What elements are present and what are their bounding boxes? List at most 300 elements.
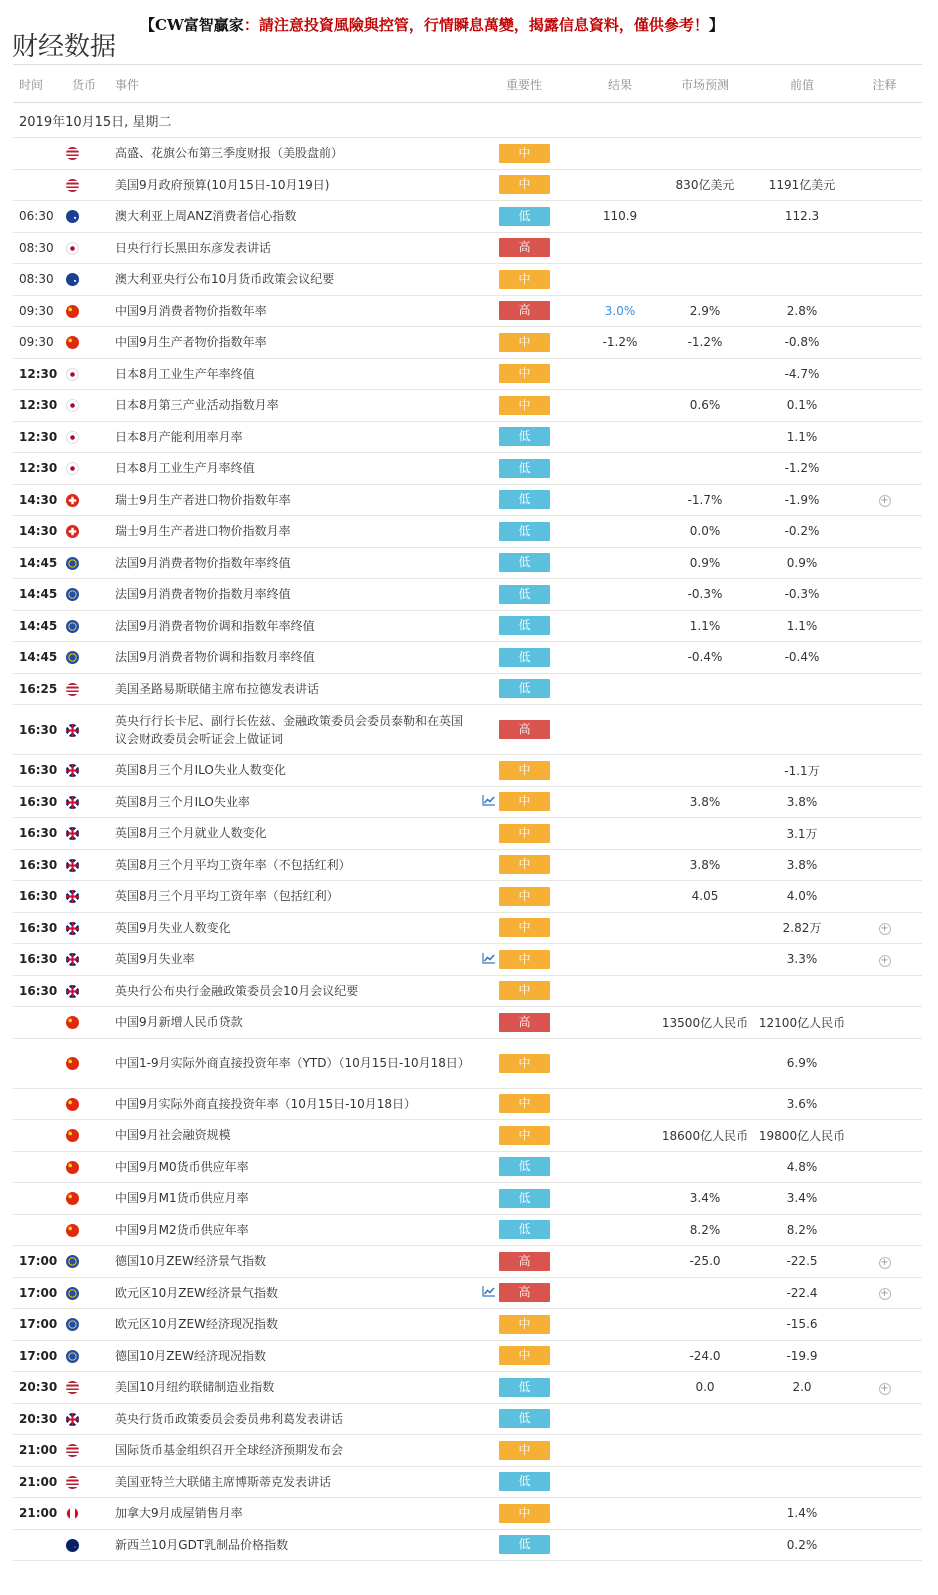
table-row[interactable]: [13, 1277, 922, 1309]
currency-flag-cell: [65, 1214, 115, 1246]
currency-flag-cell: [65, 1277, 115, 1309]
previous-value: -19.9: [757, 1340, 847, 1372]
currency-flag-cell: [65, 1120, 115, 1152]
actual-value: [587, 138, 653, 170]
chart-icon[interactable]: [482, 794, 496, 806]
actual-value: [587, 1088, 653, 1120]
forecast-value: [653, 944, 757, 976]
importance-cell: [505, 1214, 587, 1246]
event-name: 瑞士9月生产者进口物价指数年率: [115, 484, 473, 516]
importance-badge: 高: [499, 720, 550, 739]
importance-badge: 中: [499, 1094, 550, 1113]
importance-cell: [505, 1435, 587, 1467]
event-time: [13, 169, 65, 201]
previous-value: -22.5: [757, 1246, 847, 1278]
actual-value: [587, 1309, 653, 1341]
importance-cell: [505, 755, 587, 787]
table-row[interactable]: [13, 264, 922, 296]
jp-flag-icon: [66, 368, 79, 381]
actual-value: [587, 264, 653, 296]
actual-value: [587, 1007, 653, 1039]
importance-cell: [505, 1088, 587, 1120]
previous-value: 3.8%: [757, 786, 847, 818]
event-time: 17:00: [13, 1309, 65, 1341]
previous-value: 4.0%: [757, 881, 847, 913]
note-cell: [847, 755, 922, 787]
previous-value: -1.9%: [757, 484, 847, 516]
table-row[interactable]: [13, 786, 922, 818]
table-row[interactable]: [13, 975, 922, 1007]
event-time: [13, 1007, 65, 1039]
currency-flag-cell: [65, 1183, 115, 1215]
table-row[interactable]: [13, 1340, 922, 1372]
currency-flag-cell: [65, 1498, 115, 1530]
table-row[interactable]: [13, 1038, 922, 1088]
table-row[interactable]: [13, 138, 922, 170]
previous-value: -0.2%: [757, 516, 847, 548]
importance-cell: [505, 673, 587, 705]
note-cell: [847, 484, 922, 516]
event-name: 英国9月失业率: [115, 944, 473, 976]
event-name: 中国9月新增人民币贷款: [115, 1007, 473, 1039]
previous-value: 112.3: [757, 201, 847, 233]
event-time: 16:30: [13, 975, 65, 1007]
chart-icon[interactable]: [482, 1285, 496, 1297]
importance-badge: 中: [499, 396, 550, 415]
table-row[interactable]: [13, 673, 922, 705]
table-row[interactable]: [13, 1529, 922, 1561]
previous-value: 1.4%: [757, 1498, 847, 1530]
forecast-value: 2.9%: [653, 295, 757, 327]
forecast-value: 1.1%: [653, 610, 757, 642]
event-time: [13, 1214, 65, 1246]
currency-flag-cell: [65, 610, 115, 642]
importance-cell: [505, 1340, 587, 1372]
expand-note-icon[interactable]: +: [880, 1288, 889, 1300]
previous-value: 3.1万: [757, 818, 847, 850]
event-name: 高盛、花旗公布第三季度财报（美股盘前）: [115, 138, 473, 170]
table-row[interactable]: [13, 547, 922, 579]
note-cell: [847, 1435, 922, 1467]
event-time: 21:00: [13, 1498, 65, 1530]
previous-value: [757, 673, 847, 705]
actual-value: [587, 1529, 653, 1561]
table-row[interactable]: [13, 358, 922, 390]
forecast-value: [653, 1466, 757, 1498]
col-header-importance: 重要性: [505, 66, 587, 103]
table-row[interactable]: [13, 849, 922, 881]
event-name: 英国9月失业人数变化: [115, 912, 473, 944]
table-row[interactable]: [13, 390, 922, 422]
event-time: 21:00: [13, 1435, 65, 1467]
forecast-value: 4.05: [653, 881, 757, 913]
table-row[interactable]: [13, 1007, 922, 1039]
importance-cell: [505, 1403, 587, 1435]
event-name: 加拿大9月成屋销售月率: [115, 1498, 473, 1530]
previous-value: 1.1%: [757, 610, 847, 642]
event-name: 国际货币基金组织召开全球经济预期发布会: [115, 1435, 473, 1467]
importance-badge: 高: [499, 1283, 550, 1302]
eu-flag-icon: [66, 557, 79, 570]
currency-flag-cell: [65, 453, 115, 485]
event-name: 英央行行长卡尼、副行长佐兹、金融政策委员会委员泰勒和在英国议会财政委员会听证会上做证词: [115, 705, 473, 755]
us-flag-icon: [66, 1476, 79, 1489]
previous-value: -1.1万: [757, 755, 847, 787]
cn-flag-icon: [66, 336, 79, 349]
event-name: 美国亚特兰大联储主席博斯蒂克发表讲话: [115, 1466, 473, 1498]
previous-value: -22.4: [757, 1277, 847, 1309]
event-name: 法国9月消费者物价指数年率终值: [115, 547, 473, 579]
previous-value: 3.6%: [757, 1088, 847, 1120]
event-name: 日本8月产能利用率月率: [115, 421, 473, 453]
currency-flag-cell: [65, 390, 115, 422]
table-row[interactable]: [13, 912, 922, 944]
note-cell: [847, 1372, 922, 1404]
note-cell: [847, 849, 922, 881]
uk-flag-icon: [66, 985, 79, 998]
importance-cell: [505, 1277, 587, 1309]
previous-value: -4.7%: [757, 358, 847, 390]
table-row[interactable]: [13, 169, 922, 201]
forecast-value: [653, 1151, 757, 1183]
table-row[interactable]: [13, 1088, 922, 1120]
event-time: 14:45: [13, 610, 65, 642]
au-flag-icon: [66, 210, 79, 223]
previous-value: 6.9%: [757, 1038, 847, 1088]
event-time: 12:30: [13, 453, 65, 485]
event-time: 16:30: [13, 849, 65, 881]
jp-flag-icon: [66, 462, 79, 475]
currency-flag-cell: [65, 1466, 115, 1498]
uk-flag-icon: [66, 764, 79, 777]
forecast-value: [653, 201, 757, 233]
note-cell: [847, 421, 922, 453]
disclaimer-brand: CW富智贏家: [155, 16, 244, 34]
table-row[interactable]: [13, 1403, 922, 1435]
forecast-value: 8.2%: [653, 1214, 757, 1246]
note-cell: [847, 1246, 922, 1278]
table-row[interactable]: [13, 516, 922, 548]
table-row[interactable]: [13, 1372, 922, 1404]
previous-value: [757, 1435, 847, 1467]
importance-badge: 低: [499, 1189, 550, 1208]
event-name: 中国9月消费者物价指数年率: [115, 295, 473, 327]
risk-disclaimer: [140, 14, 724, 35]
event-name: 日本8月工业生产月率终值: [115, 453, 473, 485]
currency-flag-cell: [65, 547, 115, 579]
table-row[interactable]: [13, 484, 922, 516]
note-cell: [847, 232, 922, 264]
importance-cell: [505, 1309, 587, 1341]
currency-flag-cell: [65, 264, 115, 296]
actual-value: [587, 169, 653, 201]
event-time: 12:30: [13, 421, 65, 453]
table-row[interactable]: [13, 1151, 922, 1183]
table-row[interactable]: [13, 1435, 922, 1467]
event-time: 16:30: [13, 818, 65, 850]
importance-badge: 中: [499, 1441, 550, 1460]
note-cell: [847, 705, 922, 755]
previous-value: 0.1%: [757, 390, 847, 422]
note-cell: [847, 295, 922, 327]
currency-flag-cell: [65, 642, 115, 674]
event-name: 欧元区10月ZEW经济景气指数: [115, 1277, 473, 1309]
importance-cell: [505, 705, 587, 755]
chart-icon[interactable]: [482, 952, 496, 964]
actual-value: [587, 390, 653, 422]
eu-flag-icon: [66, 588, 79, 601]
ch-flag-icon: [66, 494, 79, 507]
note-cell: [847, 944, 922, 976]
actual-value: [587, 1038, 653, 1088]
cn-flag-icon: [66, 1192, 79, 1205]
actual-value: [587, 881, 653, 913]
actual-value: [587, 547, 653, 579]
importance-badge: 中: [499, 887, 550, 906]
event-time: [13, 1088, 65, 1120]
importance-badge: 中: [499, 792, 550, 811]
col-header-event: 事件: [115, 66, 473, 103]
table-row[interactable]: [13, 295, 922, 327]
previous-value: 4.8%: [757, 1151, 847, 1183]
table-row[interactable]: [13, 1246, 922, 1278]
table-row[interactable]: [13, 421, 922, 453]
currency-flag-cell: [65, 169, 115, 201]
event-name: 法国9月消费者物价指数月率终值: [115, 579, 473, 611]
previous-value: 0.9%: [757, 547, 847, 579]
previous-value: 1.1%: [757, 421, 847, 453]
forecast-value: [653, 232, 757, 264]
forecast-value: [653, 975, 757, 1007]
importance-cell: [505, 201, 587, 233]
note-cell: [847, 786, 922, 818]
table-row[interactable]: [13, 610, 922, 642]
note-cell: [847, 1403, 922, 1435]
forecast-value: 830亿美元: [653, 169, 757, 201]
importance-cell: [505, 295, 587, 327]
actual-value: [587, 232, 653, 264]
expand-note-icon[interactable]: +: [880, 495, 889, 507]
forecast-value: [653, 453, 757, 485]
previous-value: 1191亿美元: [757, 169, 847, 201]
note-cell: [847, 1183, 922, 1215]
importance-badge: 低: [499, 1535, 550, 1554]
previous-value: -0.4%: [757, 642, 847, 674]
event-name: 中国9月M0货币供应年率: [115, 1151, 473, 1183]
nz-flag-icon: [66, 1539, 79, 1552]
event-time: 08:30: [13, 264, 65, 296]
importance-cell: [505, 1372, 587, 1404]
note-cell: [847, 642, 922, 674]
table-row[interactable]: [13, 1183, 922, 1215]
expand-note-icon[interactable]: +: [880, 954, 889, 966]
ch-flag-icon: [66, 525, 79, 538]
event-time: 06:30: [13, 201, 65, 233]
forecast-value: [653, 1038, 757, 1088]
currency-flag-cell: [65, 421, 115, 453]
event-time: 16:30: [13, 944, 65, 976]
currency-flag-cell: [65, 1309, 115, 1341]
forecast-value: [653, 912, 757, 944]
importance-cell: [505, 232, 587, 264]
forecast-value: -1.2%: [653, 327, 757, 359]
actual-value: [587, 421, 653, 453]
currency-flag-cell: [65, 786, 115, 818]
col-header-actual: 结果: [587, 66, 653, 103]
table-row[interactable]: [13, 327, 922, 359]
importance-badge: 中: [499, 1504, 550, 1523]
previous-value: -0.3%: [757, 579, 847, 611]
note-cell: [847, 579, 922, 611]
actual-value: [587, 1214, 653, 1246]
note-cell: [847, 1309, 922, 1341]
forecast-value: [653, 1277, 757, 1309]
forecast-value: [653, 421, 757, 453]
us-flag-icon: [66, 179, 79, 192]
note-cell: [847, 1529, 922, 1561]
forecast-value: -24.0: [653, 1340, 757, 1372]
actual-value: [587, 673, 653, 705]
importance-badge: 中: [499, 761, 550, 780]
actual-value: [587, 484, 653, 516]
eu-flag-icon: [66, 651, 79, 664]
importance-cell: [505, 421, 587, 453]
event-time: 16:30: [13, 705, 65, 755]
date-header-row: [13, 103, 922, 138]
note-cell: [847, 912, 922, 944]
forecast-value: 0.9%: [653, 547, 757, 579]
col-header-note: 注释: [847, 66, 922, 103]
forecast-value: [653, 358, 757, 390]
table-row[interactable]: [13, 232, 922, 264]
event-name: 中国9月M2货币供应年率: [115, 1214, 473, 1246]
forecast-value: 0.0%: [653, 516, 757, 548]
forecast-value: [653, 1403, 757, 1435]
previous-value: 3.8%: [757, 849, 847, 881]
importance-badge: 低: [499, 585, 550, 604]
cn-flag-icon: [66, 1057, 79, 1070]
importance-cell: [505, 358, 587, 390]
importance-badge: 中: [499, 918, 550, 937]
table-row[interactable]: [13, 1214, 922, 1246]
importance-badge: 高: [499, 301, 550, 320]
table-row[interactable]: [13, 579, 922, 611]
importance-cell: [505, 912, 587, 944]
table-row[interactable]: [13, 1466, 922, 1498]
ca-flag-icon: [66, 1507, 79, 1520]
note-cell: [847, 138, 922, 170]
forecast-value: [653, 1309, 757, 1341]
event-time: 12:30: [13, 358, 65, 390]
actual-value: [587, 1151, 653, 1183]
table-row[interactable]: [13, 1498, 922, 1530]
importance-cell: [505, 1466, 587, 1498]
table-row[interactable]: [13, 1309, 922, 1341]
table-row[interactable]: [13, 201, 922, 233]
table-row[interactable]: [13, 1120, 922, 1152]
actual-value: [587, 1498, 653, 1530]
importance-badge: 中: [499, 175, 550, 194]
event-time: [13, 1529, 65, 1561]
forecast-value: 13500亿人民币: [653, 1007, 757, 1039]
importance-badge: 低: [499, 1157, 550, 1176]
page-header: [0, 0, 938, 66]
importance-badge: 低: [499, 1409, 550, 1428]
previous-value: 12100亿人民币: [757, 1007, 847, 1039]
col-header-chart-spacer: [473, 66, 505, 103]
eu-flag-icon: [66, 620, 79, 633]
event-name: 法国9月消费者物价调和指数月率终值: [115, 642, 473, 674]
event-name: 欧元区10月ZEW经济现况指数: [115, 1309, 473, 1341]
event-time: [13, 1038, 65, 1088]
event-name: 日本8月工业生产年率终值: [115, 358, 473, 390]
expand-note-icon[interactable]: +: [880, 923, 889, 935]
currency-flag-cell: [65, 818, 115, 850]
importance-badge: 低: [499, 616, 550, 635]
expand-note-icon[interactable]: +: [880, 1382, 889, 1394]
actual-value: [587, 1372, 653, 1404]
note-cell: [847, 390, 922, 422]
note-cell: [847, 1214, 922, 1246]
table-row[interactable]: [13, 453, 922, 485]
event-name: 法国9月消费者物价调和指数年率终值: [115, 610, 473, 642]
table-row[interactable]: [13, 818, 922, 850]
currency-flag-cell: [65, 975, 115, 1007]
event-time: [13, 1151, 65, 1183]
forecast-value: -1.7%: [653, 484, 757, 516]
actual-value: [587, 944, 653, 976]
importance-badge: 低: [499, 459, 550, 478]
importance-cell: [505, 786, 587, 818]
table-row[interactable]: [13, 881, 922, 913]
event-time: 14:30: [13, 516, 65, 548]
importance-badge: 中: [499, 1054, 550, 1073]
event-time: 16:30: [13, 881, 65, 913]
actual-value: [587, 579, 653, 611]
importance-cell: [505, 138, 587, 170]
previous-value: -1.2%: [757, 453, 847, 485]
col-header-forecast: 市场预测: [653, 66, 757, 103]
cn-flag-icon: [66, 1161, 79, 1174]
event-time: 08:30: [13, 232, 65, 264]
expand-note-icon[interactable]: +: [880, 1256, 889, 1268]
currency-flag-cell: [65, 484, 115, 516]
actual-value: [587, 755, 653, 787]
forecast-value: [653, 705, 757, 755]
currency-flag-cell: [65, 516, 115, 548]
table-row[interactable]: [13, 944, 922, 976]
event-name: 英国8月三个月就业人数变化: [115, 818, 473, 850]
actual-value: [587, 818, 653, 850]
forecast-value: [653, 1088, 757, 1120]
previous-value: [757, 705, 847, 755]
au-flag-icon: [66, 273, 79, 286]
forecast-value: 3.4%: [653, 1183, 757, 1215]
importance-badge: 中: [499, 981, 550, 1000]
table-row[interactable]: [13, 705, 922, 755]
forecast-value: [653, 1435, 757, 1467]
uk-flag-icon: [66, 827, 79, 840]
previous-value: [757, 232, 847, 264]
currency-flag-cell: [65, 912, 115, 944]
event-name: 中国9月实际外商直接投资年率（10月15日-10月18日）: [115, 1088, 473, 1120]
table-row[interactable]: [13, 755, 922, 787]
event-name: 日央行行长黑田东彦发表讲话: [115, 232, 473, 264]
importance-badge: 中: [499, 270, 550, 289]
actual-value: [587, 849, 653, 881]
table-row[interactable]: [13, 642, 922, 674]
forecast-value: 0.6%: [653, 390, 757, 422]
